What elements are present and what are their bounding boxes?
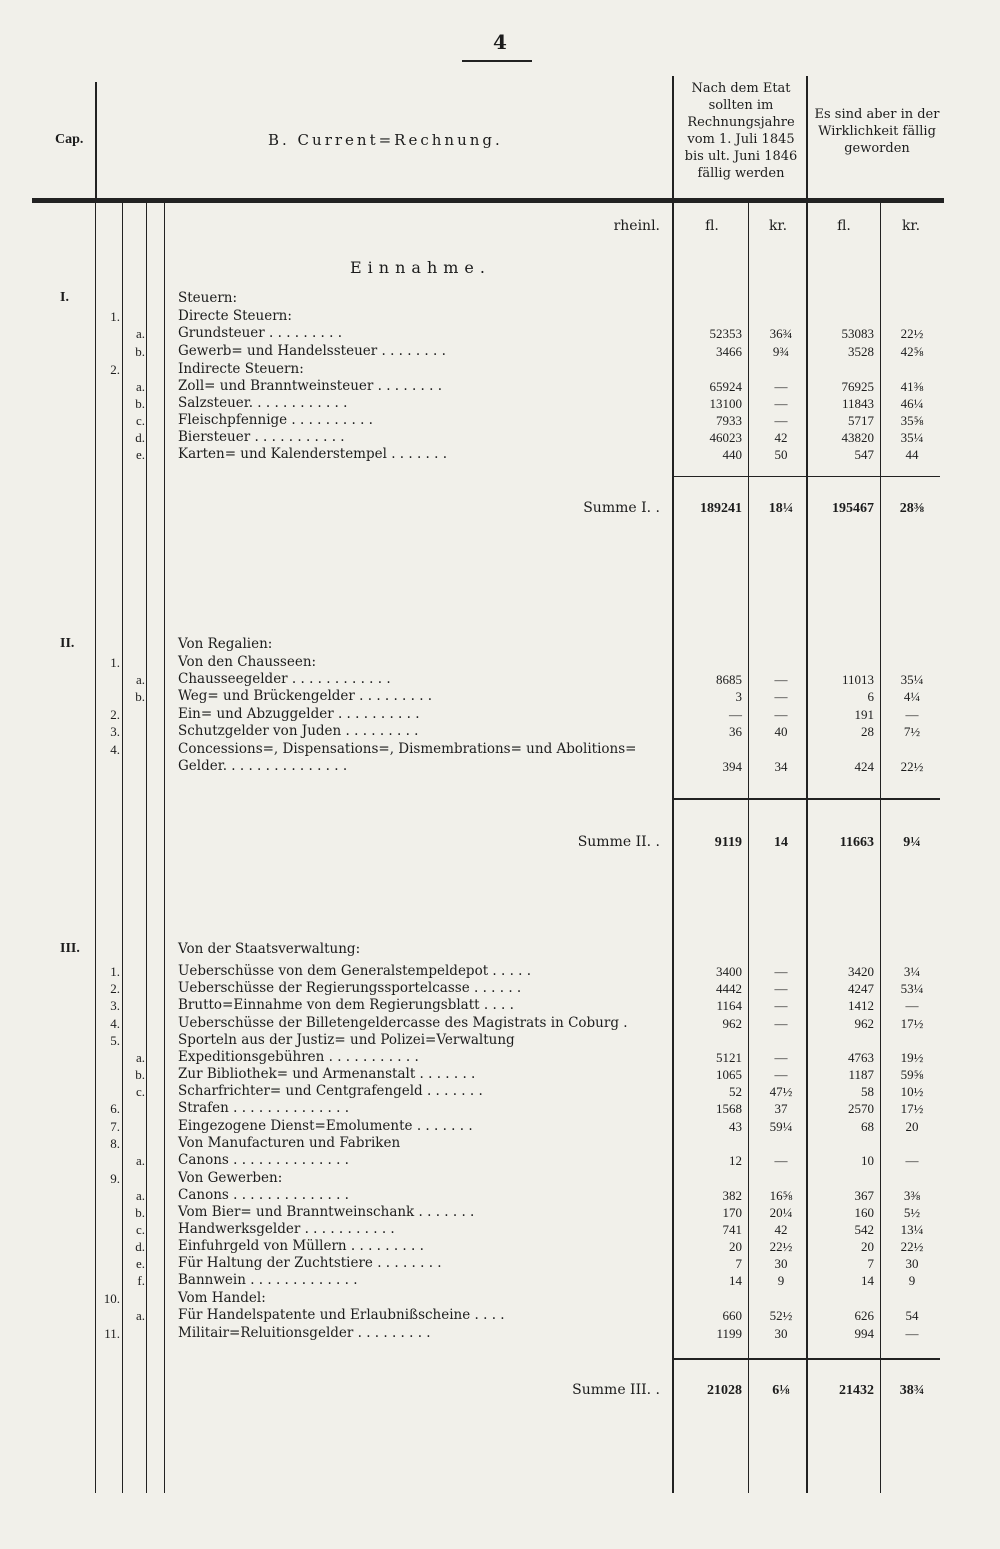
chapter-number: III.	[60, 941, 80, 956]
item-number: 8.	[110, 1136, 120, 1151]
item-text: Bannwein . . . . . . . . . . . . .	[178, 1272, 358, 1288]
value-fl-actual: 160	[854, 1205, 874, 1220]
value-fl-estimate: 3466	[716, 344, 742, 359]
item-text: Gewerb= und Handelssteuer . . . . . . . .	[178, 343, 446, 359]
value-fl-actual: 68	[861, 1119, 874, 1134]
value-kr-estimate: 50	[774, 447, 788, 462]
item-text: Biersteuer . . . . . . . . . . .	[178, 429, 345, 445]
item-number: 6.	[110, 1101, 120, 1116]
item-letter: a.	[135, 1050, 145, 1065]
item-letter: c.	[135, 413, 145, 428]
item-letter: c.	[135, 1222, 145, 1237]
item-text: Directe Steuern:	[178, 308, 292, 324]
unit-fl-actual: fl.	[837, 218, 851, 234]
item-text: Canons . . . . . . . . . . . . . .	[178, 1187, 349, 1203]
value-kr-estimate: 16⅝	[769, 1188, 793, 1203]
page-number: 4	[493, 30, 507, 54]
value-kr-estimate: —	[774, 396, 788, 411]
value-fl-actual: 4247	[848, 981, 874, 996]
value-fl-estimate: 14	[729, 1273, 742, 1288]
item-text: Von Regalien:	[178, 636, 273, 652]
item-text: Expeditionsgebühren . . . . . . . . . . .	[178, 1049, 419, 1065]
value-fl-estimate: 741	[722, 1222, 742, 1237]
value-fl-estimate: 962	[722, 1016, 742, 1031]
value-kr-estimate: —	[774, 1067, 788, 1082]
value-fl-estimate: 3400	[716, 964, 742, 979]
sum-label: Summe III. .	[572, 1382, 660, 1398]
item-text: Gelder. . . . . . . . . . . . . . .	[178, 758, 348, 774]
item-text: Karten= und Kalenderstempel . . . . . . .	[178, 446, 448, 462]
item-letter: a.	[135, 1188, 145, 1203]
value-kr-estimate: —	[774, 964, 788, 979]
value-fl-actual: 53083	[841, 326, 874, 341]
value-kr-actual: 35⅝	[900, 413, 924, 428]
value-kr-actual: 42⅝	[900, 344, 924, 359]
value-fl-actual: 367	[854, 1188, 874, 1203]
item-text: Für Handelspatente und Erlaubnißscheine . . . .	[178, 1307, 505, 1323]
value-kr-estimate: —	[774, 1016, 788, 1031]
item-text: Scharfrichter= und Centgrafengeld . . . . . . .	[178, 1083, 483, 1099]
item-number: 4.	[110, 742, 120, 757]
item-number: 7.	[110, 1119, 120, 1134]
value-kr-estimate: —	[774, 998, 788, 1013]
value-kr-actual: 17½	[900, 1101, 924, 1116]
value-fl-estimate: 46023	[709, 430, 742, 445]
item-text: Ueberschüsse der Billetengeldercasse des Magistrats in Coburg .	[178, 1015, 628, 1031]
value-kr-estimate: —	[774, 707, 788, 722]
item-text: Sporteln aus der Justiz= und Polizei=Verwaltung	[178, 1032, 515, 1048]
value-kr-actual: 3¼	[903, 964, 921, 979]
value-fl-estimate: 20	[729, 1239, 742, 1254]
item-text: Chausseegelder . . . . . . . . . . . .	[178, 671, 391, 687]
value-fl-estimate: 1164	[716, 998, 742, 1013]
unit-kr-actual: kr.	[901, 218, 921, 234]
item-text: Weg= und Brückengelder . . . . . . . . .	[178, 688, 433, 704]
item-text: Zoll= und Branntweinsteuer . . . . . . . .	[178, 378, 443, 394]
value-fl-estimate: 7	[735, 1256, 742, 1271]
sum-fl-estimate: 9119	[714, 835, 742, 850]
value-fl-actual: 1187	[848, 1067, 874, 1082]
item-number: 3.	[110, 998, 120, 1013]
item-text: Brutto=Einnahme von dem Regierungsblatt . . . .	[178, 997, 514, 1013]
value-fl-estimate: 660	[722, 1308, 742, 1323]
header-column-actual: Es sind aber in der Wirklichkeit fällig geworden	[814, 107, 940, 156]
value-fl-estimate: 7933	[716, 413, 742, 428]
value-kr-actual: 22½	[900, 759, 924, 774]
sum-kr-actual: 28⅜	[899, 501, 925, 516]
value-kr-actual: —	[905, 707, 919, 722]
item-letter: c.	[135, 1084, 145, 1099]
sum-kr-estimate: 6⅛	[772, 1383, 790, 1398]
value-kr-estimate: 20¼	[769, 1205, 793, 1220]
item-number: 2.	[110, 981, 120, 996]
item-text: Steuern:	[178, 290, 238, 306]
item-letter: e.	[135, 447, 145, 462]
section-title: Einnahme.	[350, 258, 491, 277]
header-divider-left	[672, 76, 674, 200]
value-fl-estimate: 8685	[716, 672, 742, 687]
item-text: Von den Chausseen:	[178, 654, 317, 670]
item-text: Von der Staatsverwaltung:	[178, 941, 361, 957]
item-number: 1.	[110, 309, 120, 324]
value-kr-actual: 44	[905, 447, 919, 462]
item-letter: b.	[135, 1067, 145, 1082]
sum-label: Summe I. .	[583, 500, 660, 516]
value-kr-estimate: 30	[774, 1326, 788, 1341]
header-divider-cap	[95, 82, 97, 200]
item-number: 5.	[110, 1033, 120, 1048]
value-kr-estimate: 37	[774, 1101, 788, 1116]
item-text: Vom Bier= und Branntweinschank . . . . . . .	[178, 1204, 475, 1220]
value-fl-estimate: 4442	[716, 981, 742, 996]
item-number: 9.	[110, 1171, 120, 1186]
item-number: 2.	[110, 362, 120, 377]
body-line-num	[122, 203, 123, 1493]
value-kr-actual: 22½	[900, 1239, 924, 1254]
value-kr-estimate: 52½	[769, 1308, 793, 1323]
value-kr-actual: 9	[908, 1273, 916, 1288]
value-fl-estimate: 1065	[716, 1067, 742, 1082]
value-fl-estimate: 3	[735, 689, 742, 704]
value-kr-estimate: 36¾	[769, 326, 793, 341]
value-fl-actual: 994	[854, 1326, 874, 1341]
item-number: 3.	[110, 724, 120, 739]
item-text: Fleischpfennige . . . . . . . . . .	[178, 412, 373, 428]
item-letter: b.	[135, 1205, 145, 1220]
item-text: Grundsteuer . . . . . . . . .	[178, 325, 342, 341]
item-text: Für Haltung der Zuchtstiere . . . . . . . .	[178, 1255, 442, 1271]
sum-kr-estimate: 14	[774, 835, 788, 850]
item-text: Ueberschüsse der Regierungssportelcasse . . . . . .	[178, 980, 522, 996]
value-kr-actual: 3⅜	[903, 1188, 921, 1203]
value-fl-actual: 43820	[841, 430, 874, 445]
value-fl-estimate: 1199	[716, 1326, 742, 1341]
body-line-kr2	[880, 203, 881, 1493]
item-letter: a.	[135, 672, 145, 687]
value-kr-actual: 35¼	[900, 430, 924, 445]
chapter-number: II.	[60, 636, 75, 651]
header-divider-mid	[806, 76, 808, 200]
item-text: Militair=Reluitionsgelder . . . . . . . . .	[178, 1325, 431, 1341]
item-text: Schutzgelder von Juden . . . . . . . . .	[178, 723, 419, 739]
value-fl-actual: 542	[854, 1222, 874, 1237]
unit-kr-estimate: kr.	[768, 218, 788, 234]
item-text: Einfuhrgeld von Müllern . . . . . . . . .	[178, 1238, 424, 1254]
value-kr-estimate: 34	[774, 759, 788, 774]
sum-kr-estimate: 18¼	[768, 501, 794, 516]
sum-rule-1	[674, 476, 940, 477]
value-fl-estimate: —	[729, 707, 742, 722]
value-fl-actual: 4763	[848, 1050, 874, 1065]
body-line-let-b	[164, 203, 165, 1493]
value-kr-actual: 4¼	[903, 689, 921, 704]
value-kr-estimate: —	[774, 689, 788, 704]
item-letter: e.	[135, 1256, 145, 1271]
item-text: Salzsteuer. . . . . . . . . . . .	[178, 395, 348, 411]
value-fl-actual: 11013	[841, 672, 874, 687]
value-fl-actual: 7	[867, 1256, 874, 1271]
value-fl-actual: 76925	[841, 379, 874, 394]
item-letter: d.	[135, 1239, 145, 1254]
item-text: Vom Handel:	[178, 1290, 266, 1306]
unit-fl-estimate: fl.	[705, 218, 719, 234]
value-fl-estimate: 52353	[709, 326, 742, 341]
sum-kr-actual: 38¾	[899, 1383, 925, 1398]
value-kr-actual: 13¼	[900, 1222, 924, 1237]
unit-rheinl: rheinl.	[613, 218, 660, 234]
value-kr-actual: 7½	[903, 724, 921, 739]
value-fl-estimate: 394	[722, 759, 742, 774]
value-kr-estimate: 42	[774, 1222, 788, 1237]
value-kr-actual: —	[905, 1153, 919, 1168]
sum-fl-actual: 21432	[839, 1383, 874, 1398]
sum-fl-estimate: 189241	[700, 501, 742, 516]
body-line-cap	[95, 203, 96, 1493]
item-text: Handwerksgelder . . . . . . . . . . .	[178, 1221, 395, 1237]
value-fl-estimate: 170	[722, 1205, 742, 1220]
value-kr-estimate: 30	[774, 1256, 788, 1271]
value-fl-actual: 14	[861, 1273, 874, 1288]
value-fl-actual: 28	[861, 724, 874, 739]
value-fl-actual: 5717	[848, 413, 874, 428]
item-number: 2.	[110, 707, 120, 722]
item-letter: a.	[135, 1153, 145, 1168]
item-text: Ein= und Abzuggelder . . . . . . . . . .	[178, 706, 420, 722]
value-fl-actual: 626	[854, 1308, 874, 1323]
value-fl-estimate: 12	[729, 1153, 742, 1168]
value-kr-estimate: —	[774, 1153, 788, 1168]
item-text: Von Manufacturen und Fabriken	[178, 1135, 401, 1151]
value-fl-actual: 1412	[848, 998, 874, 1013]
value-kr-actual: 59⅝	[900, 1067, 924, 1082]
value-kr-actual: —	[905, 998, 919, 1013]
value-kr-actual: 17½	[900, 1016, 924, 1031]
value-kr-actual: 10½	[900, 1084, 924, 1099]
item-letter: a.	[135, 326, 145, 341]
value-fl-estimate: 52	[729, 1084, 742, 1099]
item-letter: a.	[135, 1308, 145, 1323]
item-number: 1.	[110, 964, 120, 979]
item-text: Indirecte Steuern:	[178, 361, 304, 377]
value-kr-estimate: 42	[774, 430, 788, 445]
value-kr-actual: 41⅜	[900, 379, 924, 394]
value-kr-estimate: 40	[774, 724, 788, 739]
value-kr-estimate: —	[774, 1050, 788, 1065]
header-column-estimate: Nach dem Etat sollten im Rechnungsjahre vom 1. Juli 1845 bis ult. Juni 1846 fällig werden	[684, 81, 798, 181]
item-text: Canons . . . . . . . . . . . . . .	[178, 1152, 349, 1168]
sum-rule-3	[674, 1358, 940, 1360]
value-fl-estimate: 43	[729, 1119, 742, 1134]
value-fl-actual: 962	[854, 1016, 874, 1031]
item-number: 10.	[103, 1291, 120, 1306]
value-fl-estimate: 13100	[709, 396, 742, 411]
header-cap: Cap.	[55, 132, 84, 147]
value-fl-actual: 191	[854, 707, 874, 722]
page-number-rule	[462, 60, 532, 62]
value-kr-estimate: 47½	[769, 1084, 793, 1099]
sum-fl-actual: 11663	[839, 835, 874, 850]
value-fl-actual: 10	[861, 1153, 874, 1168]
value-kr-actual: 19½	[900, 1050, 924, 1065]
value-kr-estimate: 22½	[769, 1239, 793, 1254]
value-kr-actual: 54	[905, 1308, 919, 1323]
value-fl-estimate: 382	[722, 1188, 742, 1203]
item-number: 4.	[110, 1016, 120, 1031]
value-kr-estimate: —	[774, 413, 788, 428]
value-fl-estimate: 440	[722, 447, 742, 462]
item-letter: f.	[137, 1273, 145, 1288]
value-fl-estimate: 36	[729, 724, 742, 739]
chapter-number: I.	[60, 290, 69, 305]
value-kr-actual: 20	[905, 1119, 919, 1134]
value-fl-actual: 58	[861, 1084, 874, 1099]
value-kr-estimate: —	[774, 672, 788, 687]
body-line-kr1	[748, 203, 749, 1493]
value-kr-actual: 35¼	[900, 672, 924, 687]
sum-rule-2	[674, 798, 940, 800]
value-kr-actual: 46¼	[900, 396, 924, 411]
value-fl-actual: 547	[854, 447, 874, 462]
body-line-fl1	[672, 203, 674, 1493]
item-text: Eingezogene Dienst=Emolumente . . . . . . .	[178, 1118, 473, 1134]
item-text: Zur Bibliothek= und Armenanstalt . . . . . . .	[178, 1066, 476, 1082]
item-letter: b.	[135, 396, 145, 411]
value-fl-actual: 20	[861, 1239, 874, 1254]
item-text: Ueberschüsse von dem Generalstempeldepot . . . . .	[178, 963, 532, 979]
item-number: 11.	[104, 1326, 120, 1341]
item-text: Von Gewerben:	[178, 1170, 283, 1186]
item-letter: b.	[135, 344, 145, 359]
value-kr-actual: 53¼	[900, 981, 924, 996]
sum-fl-actual: 195467	[832, 501, 874, 516]
value-kr-actual: 5½	[903, 1205, 921, 1220]
header-title: B. Current=Rechnung.	[268, 131, 503, 149]
value-fl-actual: 2570	[848, 1101, 874, 1116]
value-fl-actual: 6	[867, 689, 874, 704]
item-text: Strafen . . . . . . . . . . . . . .	[178, 1100, 350, 1116]
value-kr-actual: 30	[905, 1256, 919, 1271]
body-line-let-a	[146, 203, 147, 1493]
value-fl-estimate: 65924	[709, 379, 742, 394]
value-kr-actual: 22½	[900, 326, 924, 341]
sum-fl-estimate: 21028	[707, 1383, 742, 1398]
value-fl-actual: 11843	[841, 396, 874, 411]
item-text: Concessions=, Dispensations=, Dismembrations= und Abolitions=	[178, 741, 637, 757]
item-letter: b.	[135, 689, 145, 704]
value-kr-estimate: 59¼	[769, 1119, 793, 1134]
value-kr-estimate: —	[774, 981, 788, 996]
sum-kr-actual: 9¼	[903, 835, 921, 850]
value-fl-actual: 3528	[848, 344, 874, 359]
value-fl-estimate: 5121	[716, 1050, 742, 1065]
item-letter: a.	[135, 379, 145, 394]
value-fl-actual: 424	[854, 759, 874, 774]
item-number: 1.	[110, 655, 120, 670]
value-kr-actual: —	[905, 1326, 919, 1341]
item-letter: d.	[135, 430, 145, 445]
value-kr-estimate: 9	[777, 1273, 785, 1288]
value-fl-estimate: 1568	[716, 1101, 742, 1116]
value-kr-estimate: 9¾	[772, 344, 790, 359]
value-kr-estimate: —	[774, 379, 788, 394]
value-fl-actual: 3420	[848, 964, 874, 979]
sum-label: Summe II. .	[577, 834, 660, 850]
